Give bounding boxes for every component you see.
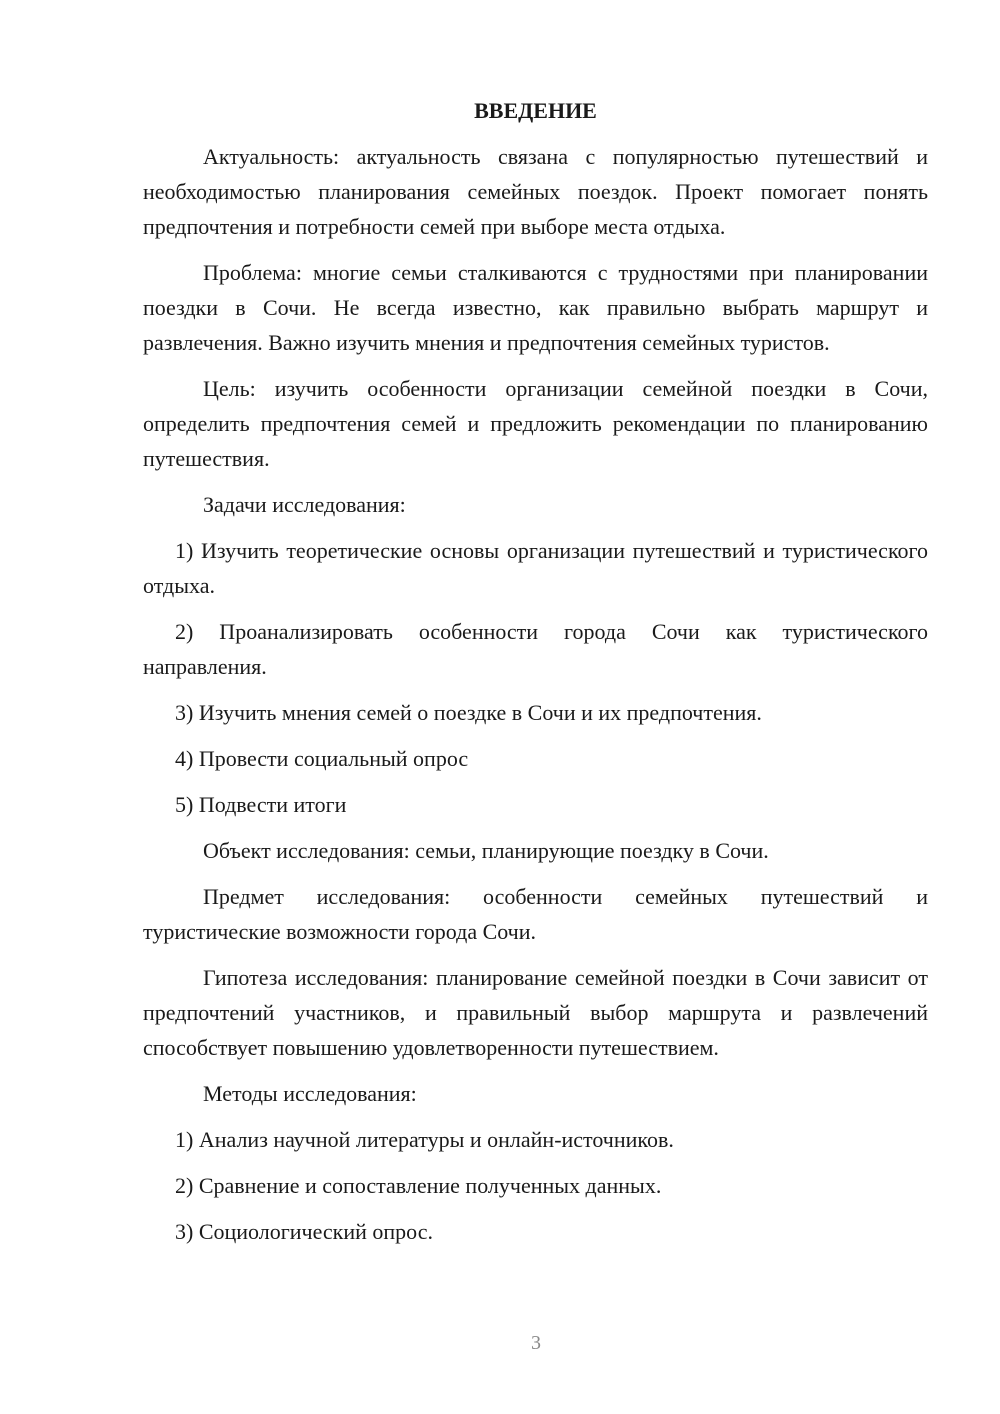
- task-item: 3) Изучить мнения семей о поездке в Сочи и их предпочтения.: [175, 700, 762, 725]
- task-item: 2) Проанализировать особенности города Сочи как туристического направления.: [143, 619, 928, 679]
- method-item: 1) Анализ научной литературы и онлайн-источников.: [175, 1127, 674, 1152]
- relevance-paragraph: Актуальность: актуальность связана с популярностью путешествий и необходимостью планирования семейных поездок. Проект помогает понять предпочтения и потребности семей при выборе места отдыха.: [143, 144, 928, 239]
- hypothesis-paragraph: Гипотеза исследования: планирование семейной поездки в Сочи зависит от предпочтений участников, и правильный выбор маршрута и развлечений способствует повышению удовлетворенности путешествием.: [143, 965, 928, 1060]
- subject-paragraph: Предмет исследования: особенности семейных путешествий и туристические возможности города Сочи.: [143, 884, 928, 944]
- document-body: [143, 93, 928, 1260]
- object-paragraph: Объект исследования: семьи, планирующие поездку в Сочи.: [203, 838, 769, 863]
- method-item: 3) Социологический опрос.: [175, 1219, 433, 1244]
- method-item: 2) Сравнение и сопоставление полученных данных.: [175, 1173, 662, 1198]
- methods-heading: Методы исследования:: [203, 1081, 417, 1106]
- page-number: 3: [531, 1332, 541, 1354]
- goal-paragraph: Цель: изучить особенности организации семейной поездки в Сочи, определить предпочтения семей и предложить рекомендации по планированию путешествия.: [143, 376, 928, 471]
- task-item: 4) Провести социальный опрос: [175, 746, 469, 771]
- task-item: 5) Подвести итоги: [175, 792, 347, 817]
- section-title: ВВЕДЕНИЕ: [474, 98, 597, 123]
- problem-paragraph: Проблема: многие семьи сталкиваются с трудностями при планировании поездки в Сочи. Не всегда известно, как правильно выбрать маршрут и развлечения. Важно изучить мнения и предпочтения семейных туристов.: [143, 260, 928, 355]
- task-item: 1) Изучить теоретические основы организации путешествий и туристического отдыха.: [143, 538, 928, 598]
- tasks-heading: Задачи исследования:: [203, 492, 406, 517]
